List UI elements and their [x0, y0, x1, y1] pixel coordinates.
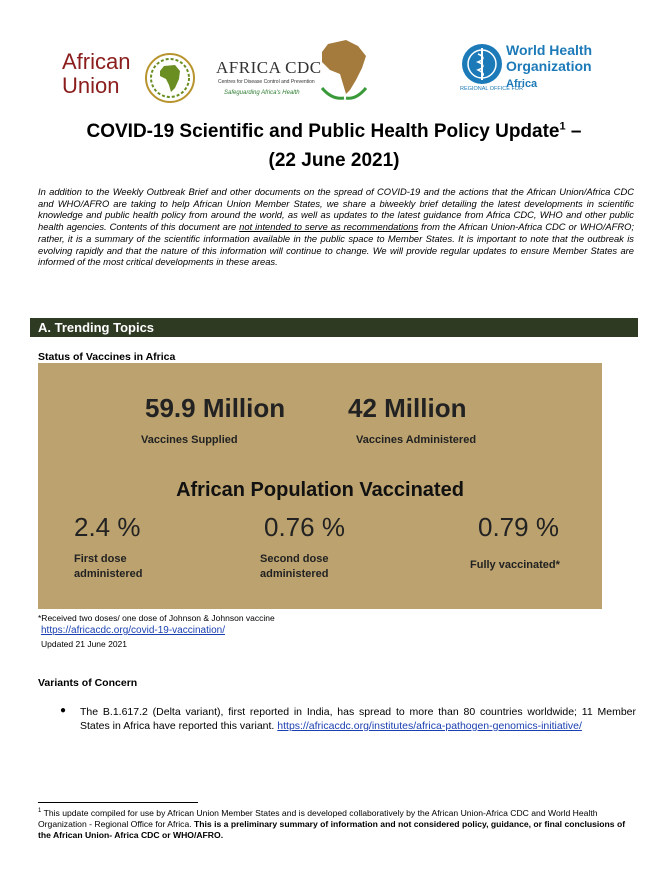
- header-logos: [0, 38, 668, 108]
- first-dose-label: [74, 552, 142, 582]
- vaccines-supplied-label: Vaccines Supplied: [141, 434, 238, 446]
- africa-map-icon: [316, 38, 372, 102]
- intro-paragraph: [38, 186, 634, 268]
- first-dose-label-line1: First dose: [74, 553, 127, 565]
- footnote-mark: 1: [38, 808, 42, 815]
- intro-underlined-text: not intended to serve as recommendations: [239, 221, 419, 233]
- vaccine-asterisk-note: *Received two doses/ one dose of Johnson & Johnson vaccine: [38, 613, 275, 623]
- title-line1: COVID-19 Scientific and Public Health Policy Update: [86, 121, 560, 142]
- second-dose-label-line2: administered: [260, 568, 329, 580]
- vaccines-administered-value: 42 Million: [348, 393, 467, 423]
- au-logo-line1: African: [62, 49, 131, 74]
- african-union-logo: [62, 50, 202, 106]
- second-dose-percent: 0.76 %: [264, 512, 345, 542]
- genomics-initiative-link[interactable]: https://africacdc.org/institutes/africa-pathogen-genomics-initiative/: [277, 720, 582, 732]
- bullet-dot: ●: [60, 705, 67, 716]
- footnote: [38, 808, 632, 841]
- section-heading-trending-topics: A. Trending Topics: [30, 318, 638, 337]
- title-footnote-mark: 1: [559, 120, 566, 133]
- vaccines-status-heading: Status of Vaccines in Africa: [38, 351, 176, 363]
- first-dose-label-line2: administered: [74, 568, 143, 580]
- first-dose-percent: 2.4 %: [74, 512, 141, 542]
- cdc-logo-subtitle: Centres for Disease Control and Prevention: [218, 79, 315, 85]
- vaccine-status-panel: [38, 363, 602, 609]
- fully-vaccinated-percent: 0.79 %: [478, 512, 559, 542]
- who-logo-africa: Africa: [506, 78, 538, 90]
- fully-vaccinated-label: Fully vaccinated*: [470, 559, 560, 571]
- variant-bullet-item: [80, 705, 636, 733]
- who-logo-line2: Organization: [506, 58, 592, 74]
- footnote-bold-text: This is a preliminary summary of information and not considered policy, guidance, or final conclusions of the African Union- Africa CDC or WHO/AFRO.: [38, 819, 626, 840]
- variant-bullet-text: The B.1.617.2 (Delta variant), first reported in India, has spread to more than 80 countries worldwide; 11 Member States in Africa have reported this variant.: [80, 706, 636, 732]
- footnote-text: This update compiled for use by African Union Member States and is developed collaboratively by the African Union-Africa CDC and World Health Organization - Regional Office for Africa.: [38, 808, 598, 829]
- title-dash: –: [565, 121, 582, 142]
- who-logo-line1: World Health: [506, 42, 593, 58]
- document-title: [20, 117, 648, 175]
- vaccines-supplied-value: 59.9 Million: [145, 393, 286, 423]
- updated-date-note: Updated 21 June 2021: [41, 639, 128, 649]
- intro-text-part2: from the African Union-Africa CDC or WHO/AFRO; rather, it is a summary of the scientific information available in the public space to Member States. It is important to note that the outbreak is evolving rapidly and that the nature of this information will continue to change. We will provide regular updates to ensure Member States are informed of the most critical developments in these areas.: [38, 221, 634, 268]
- second-dose-label-line1: Second dose: [260, 553, 329, 565]
- african-union-emblem-icon: [144, 52, 196, 104]
- cdc-logo-tagline: Safeguarding Africa's Health: [224, 90, 300, 96]
- cdc-logo-title: AFRICA CDC: [216, 58, 322, 77]
- who-logo-region: REGIONAL OFFICE FOR: [460, 86, 524, 92]
- title-date: (22 June 2021): [268, 150, 400, 171]
- vaccination-link[interactable]: https://africacdc.org/covid-19-vaccination/: [41, 625, 225, 636]
- who-afro-logo: [460, 40, 600, 100]
- africa-cdc-logo: [216, 38, 366, 104]
- intro-text-part1: In addition to the Weekly Outbreak Brief and other documents on the spread of COVID-19 and the actions that the African Union/Africa CDC and WHO/AFRO are taking to help African Union Member States, we share a biweekly brief detailing the latest developments in scientific knowledge and public health policy from around the world, as well as updates to the latest guidance from Africa CDC, WHO and other public health agencies. Contents of this document are: [38, 186, 634, 233]
- second-dose-label: [260, 552, 328, 582]
- who-emblem-icon: [460, 42, 504, 86]
- au-logo-line2: Union: [62, 73, 120, 98]
- variants-heading: Variants of Concern: [38, 677, 138, 689]
- vaccines-administered-label: Vaccines Administered: [356, 434, 477, 446]
- population-vaccinated-heading: African Population Vaccinated: [176, 479, 464, 501]
- footnote-divider: [38, 802, 198, 803]
